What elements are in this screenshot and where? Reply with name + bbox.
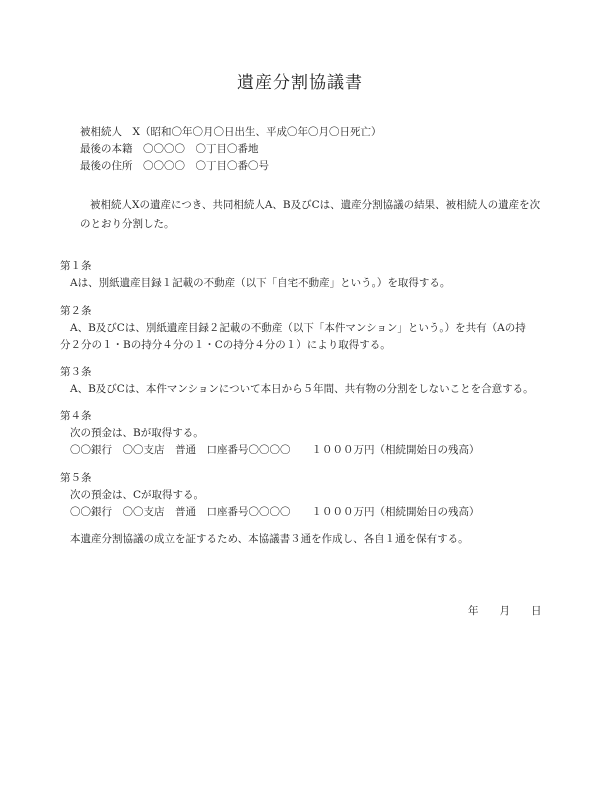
article-2-text-line2: 分２分の１・Bの持分４分の１・Cの持分４分の１）により取得する。 — [60, 339, 391, 351]
article-3-text: A、B及びCは、本件マンションについて本日から５年間、共有物の分割をしないことを合意する。 — [70, 383, 534, 395]
date-line: 年 月 日 — [468, 605, 542, 617]
article-5-deposit-line: 〇〇銀行 〇〇支店 普通 口座番号〇〇〇〇 １０００万円（相続開始日の残高） — [70, 506, 480, 518]
article-5-text-line1: 次の預金は、Cが取得する。 — [70, 489, 205, 501]
decedent-domicile-line: 最後の本籍 〇〇〇〇 〇丁目〇番地 — [80, 143, 259, 155]
intro-paragraph: 被相続人Xの遺産につき、共同相続人A、B及びCは、遺産分割協議の結果、被相続人の遺産を次のとおり分割した。 — [80, 199, 541, 230]
article-3-heading: 第３条 — [60, 366, 92, 378]
article-2-text-line1: A、B及びCは、別紙遺産目録２記載の不動産（以下「本件マンション」という。）を共有（Aの持 — [70, 322, 526, 334]
article-5-heading: 第５条 — [60, 472, 92, 484]
decedent-address-line: 最後の住所 〇〇〇〇 〇丁目〇番〇号 — [80, 160, 269, 172]
article-4-deposit-line: 〇〇銀行 〇〇支店 普通 口座番号〇〇〇〇 １０００万円（相続開始日の残高） — [70, 444, 480, 456]
article-1-heading: 第１条 — [60, 260, 92, 272]
article-4-heading: 第４条 — [60, 410, 92, 422]
closing-statement: 本遺産分割協議の成立を証するため、本協議書３通を作成し、各自１通を保有する。 — [70, 533, 469, 545]
article-4-text-line1: 次の預金は、Bが取得する。 — [70, 427, 204, 439]
document-title: 遺産分割協議書 — [237, 73, 363, 93]
article-1-text: Aは、別紙遺産目録１記載の不動産（以下「自宅不動産」という。）を取得する。 — [70, 277, 451, 289]
decedent-name-line: 被相続人 X（昭和〇年〇月〇日出生、平成〇年〇月〇日死亡） — [80, 126, 382, 138]
article-2-heading: 第２条 — [60, 305, 92, 317]
